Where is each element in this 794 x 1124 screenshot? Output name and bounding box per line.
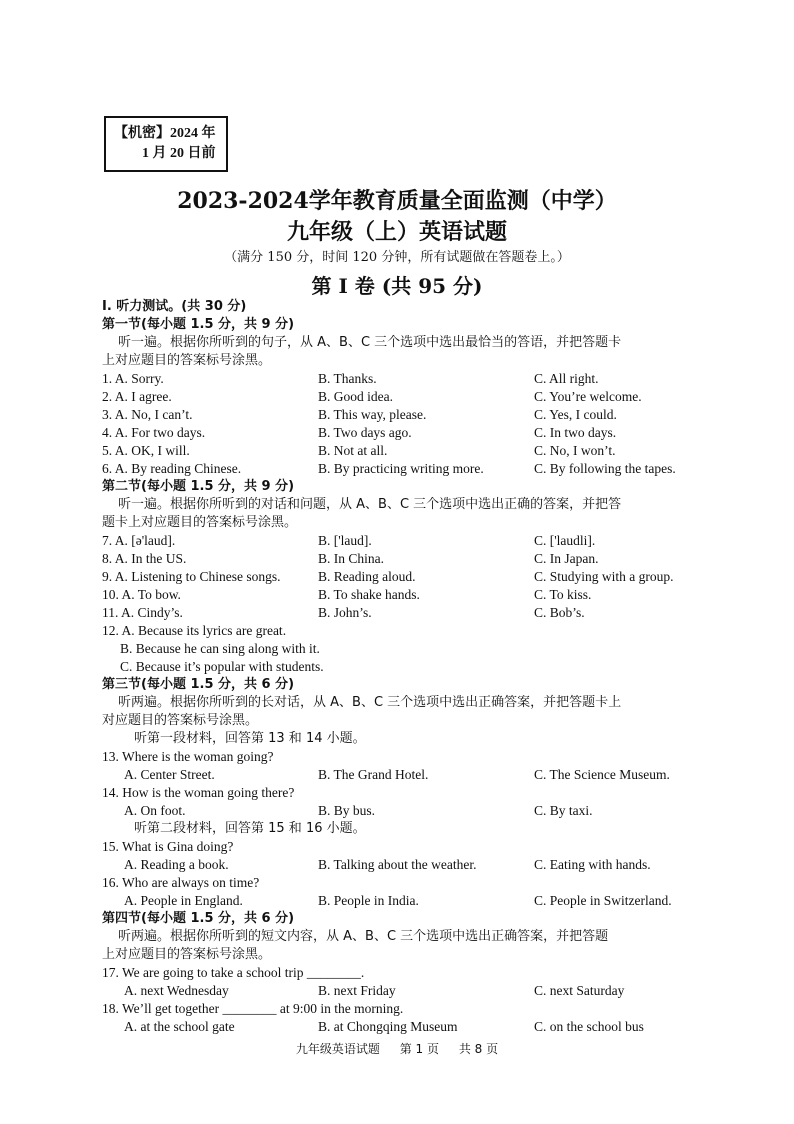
option-a: A. On foot.: [124, 803, 186, 818]
option-b: B. at Chongqing Museum: [318, 1019, 458, 1034]
section-4-header: 第四节(每小题 1.5 分，共 6 分): [102, 911, 295, 926]
option-b: B. By practicing writing more.: [318, 461, 484, 476]
confidential-box: [104, 116, 228, 172]
option-a: 4. A. For two days.: [102, 425, 206, 440]
option-b: B. next Friday: [318, 983, 396, 998]
option-c: C. No, I won’t.: [534, 443, 616, 458]
option-c: C. To kiss.: [534, 587, 592, 602]
option-a: 12. A. Because its lyrics are great.: [102, 623, 287, 638]
question-stem: 15. What is Gina doing?: [102, 839, 234, 854]
exam-subtitle: 九年级（上）英语试题: [286, 219, 507, 245]
question-row: [0, 460, 794, 478]
material-note-1: 听第一段材料，回答第 13 和 14 小题。: [134, 731, 366, 746]
question-stem: 16. Who are always on time?: [102, 875, 260, 890]
material-note-2: 听第二段材料，回答第 15 和 16 小题。: [134, 821, 366, 836]
question-stem: 14. How is the woman going there?: [102, 785, 295, 800]
part-header: I. 听力测试。(共 30 分): [102, 299, 247, 314]
option-c: C. Bob’s.: [534, 605, 585, 620]
option-c: C. All right.: [534, 371, 599, 386]
option-c: C. ['laudli].: [534, 533, 596, 548]
question-row: [0, 604, 794, 622]
option-b: B. Not at all.: [318, 443, 388, 458]
question-row: [0, 406, 794, 424]
option-a: 8. A. In the US.: [102, 551, 187, 566]
option-a: A. next Wednesday: [124, 983, 229, 998]
section-1-header: 第一节(每小题 1.5 分，共 9 分): [102, 317, 295, 332]
question-row: [0, 766, 794, 784]
option-c: C. The Science Museum.: [534, 767, 670, 782]
option-a: 1. A. Sorry.: [102, 371, 164, 386]
option-b: B. John’s.: [318, 605, 372, 620]
option-c: C. In two days.: [534, 425, 617, 440]
question-row: [0, 892, 794, 910]
question-row: [0, 370, 794, 388]
option-b: B. By bus.: [318, 803, 376, 818]
section-3-instruction-cont: 对应题目的答案标号涂黑。: [102, 713, 259, 728]
option-a: 11. A. Cindy’s.: [102, 605, 183, 620]
option-b: B. This way, please.: [318, 407, 427, 422]
option-c: C. Because it’s popular with students.: [120, 659, 324, 674]
question-row: [0, 1018, 794, 1036]
section-3-instruction: 听两遍。根据你所听到的长对话，从 A、B、C 三个选项中选出正确答案，并把答题卡上: [118, 695, 622, 710]
option-b: B. The Grand Hotel.: [318, 767, 429, 782]
option-b: B. People in India.: [318, 893, 419, 908]
question-stem: 13. Where is the woman going?: [102, 749, 274, 764]
question-row: [0, 856, 794, 874]
section-2-instruction-cont: 题卡上对应题目的答案标号涂黑。: [102, 515, 298, 530]
page-footer: [0, 1040, 794, 1057]
volume-title: 第 I 卷 (共 95 分): [311, 274, 483, 298]
section-1-instruction: 听一遍。根据你所听到的句子，从 A、B、C 三个选项中选出最恰当的答语，并把答题卡: [118, 335, 622, 350]
question-stem: 17. We are going to take a school trip ________.: [102, 965, 365, 980]
option-c: C. Studying with a group.: [534, 569, 674, 584]
question-row: [0, 442, 794, 460]
section-3-header: 第三节(每小题 1.5 分，共 6 分): [102, 677, 295, 692]
option-a: A. Center Street.: [124, 767, 215, 782]
question-row: [0, 982, 794, 1000]
exam-note: （满分 150 分，时间 120 分钟，所有试题做在答题卷上。）: [224, 250, 570, 265]
option-a: A. Reading a book.: [124, 857, 229, 872]
option-c: C. By following the tapes.: [534, 461, 676, 476]
option-a: A. at the school gate: [124, 1019, 235, 1034]
section-2-header: 第二节(每小题 1.5 分，共 9 分): [102, 479, 295, 494]
option-b: B. Reading aloud.: [318, 569, 416, 584]
option-b: B. To shake hands.: [318, 587, 420, 602]
question-row: [0, 388, 794, 406]
footer-page-number: 第 1 页: [399, 1042, 439, 1056]
exam-main-title: 2023-2024学年教育质量全面监测（中学）: [177, 188, 617, 214]
confidential-line-2: 1 月 20 日前: [142, 146, 216, 161]
option-a: 6. A. By reading Chinese.: [102, 461, 242, 476]
option-a: 3. A. No, I can’t.: [102, 407, 193, 422]
option-a: 2. A. I agree.: [102, 389, 172, 404]
option-a: 7. A. [ə'laud].: [102, 533, 176, 548]
option-c: C. By taxi.: [534, 803, 593, 818]
option-a: A. People in England.: [124, 893, 243, 908]
option-a: 5. A. OK, I will.: [102, 443, 190, 458]
option-c: C. People in Switzerland.: [534, 893, 672, 908]
section-4-instruction-cont: 上对应题目的答案标号涂黑。: [102, 947, 272, 962]
option-c: C. You’re welcome.: [534, 389, 642, 404]
option-a: 9. A. Listening to Chinese songs.: [102, 569, 281, 584]
question-row: [0, 568, 794, 586]
question-row: [0, 550, 794, 568]
option-b: B. Two days ago.: [318, 425, 412, 440]
option-b: B. In China.: [318, 551, 384, 566]
section-1-instruction-cont: 上对应题目的答案标号涂黑。: [102, 353, 272, 368]
option-b: B. Talking about the weather.: [318, 857, 477, 872]
question-stem: 18. We’ll get together ________ at 9:00 in the morning.: [102, 1001, 404, 1016]
option-c: C. Eating with hands.: [534, 857, 651, 872]
option-b: B. Thanks.: [318, 371, 377, 386]
option-a: 10. A. To bow.: [102, 587, 181, 602]
option-c: C. Yes, I could.: [534, 407, 617, 422]
question-row: [0, 424, 794, 442]
option-b: B. Because he can sing along with it.: [120, 641, 320, 656]
question-row: [0, 532, 794, 550]
question-row: [0, 802, 794, 820]
option-c: C. on the school bus: [534, 1019, 644, 1034]
section-4-instruction: 听两遍。根据你所听到的短文内容，从 A、B、C 三个选项中选出正确答案，并把答题: [118, 929, 609, 944]
footer-total-pages: 共 8 页: [458, 1042, 499, 1056]
option-b: B. ['laud].: [318, 533, 372, 548]
confidential-line-1: 【机密】2024 年: [114, 126, 216, 141]
question-row: [0, 586, 794, 604]
option-b: B. Good idea.: [318, 389, 393, 404]
option-c: C. In Japan.: [534, 551, 599, 566]
section-2-instruction: 听一遍。根据你所听到的对话和问题，从 A、B、C 三个选项中选出正确的答案，并把答: [118, 497, 622, 512]
footer-exam-name: 九年级英语试题: [295, 1042, 380, 1056]
option-c: C. next Saturday: [534, 983, 625, 998]
